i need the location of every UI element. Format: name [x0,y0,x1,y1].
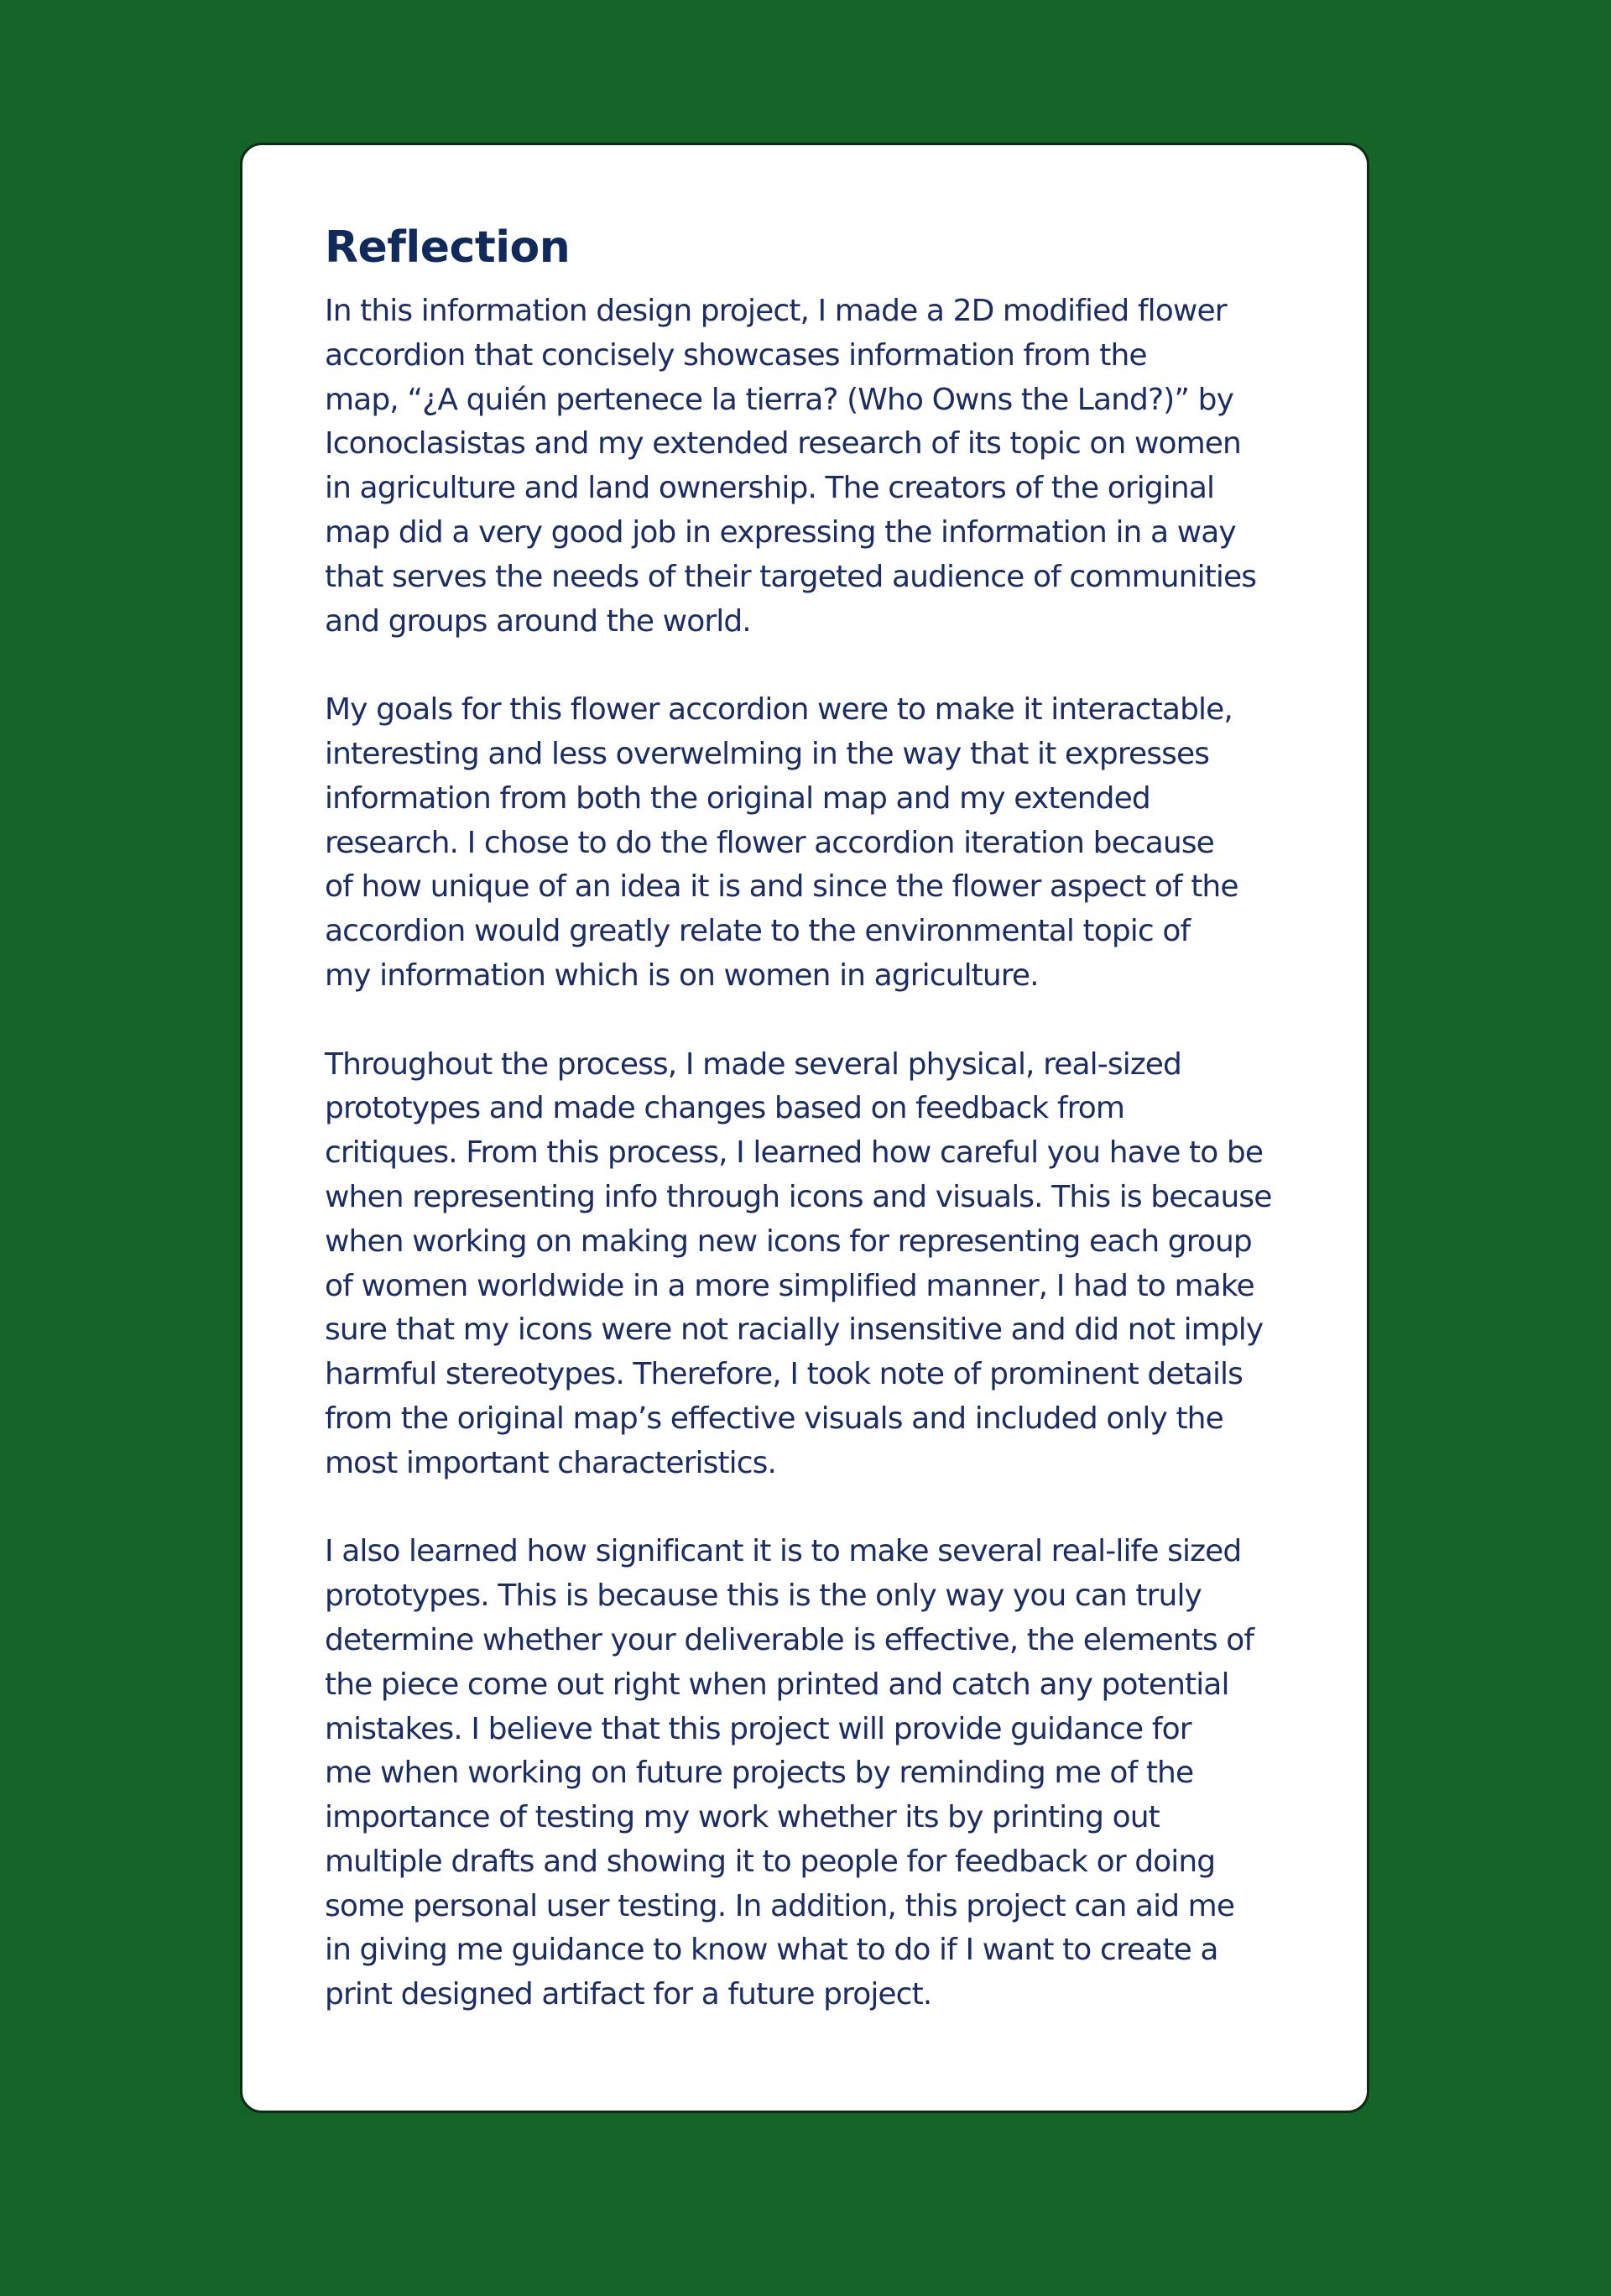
paragraph-line: accordion would greatly relate to the environmental topic of [325,914,1191,949]
reflection-content [325,217,1332,2017]
paragraph-line: in giving me guidance to know what to do if I want to create a [325,1933,1218,1968]
paragraph-line: when working on making new icons for representing each group [325,1224,1252,1259]
body-paragraph [325,290,1332,644]
paragraph-line: interesting and less overwelming in the way that it expresses [325,736,1210,771]
paragraph-line: of how unique of an idea it is and since the flower aspect of the [325,869,1238,905]
paragraph-line: me when working on future projects by reminding me of the [325,1756,1194,1791]
body-paragraph [325,1530,1332,2017]
paragraph-line: sure that my icons were not racially insensitive and did not imply [325,1312,1264,1348]
paragraph-line: that serves the needs of their targeted audience of communities [325,559,1257,594]
paragraph-line: determine whether your deliverable is effective, the elements of [325,1622,1254,1657]
reflection-card [240,143,1369,2113]
paragraph-line: from the original map’s effective visuals and included only the [325,1401,1223,1436]
paragraph-line: prototypes and made changes based on feedback from [325,1091,1125,1126]
paragraph-line: In this information design project, I made a 2D modified flower [325,294,1227,328]
paragraph-line: critiques. From this process, I learned how careful you have to be [325,1135,1264,1171]
body-paragraph [325,688,1332,999]
paragraph-line: and groups around the world. [325,603,751,639]
paragraph-line: print designed artifact for a future project. [325,1977,932,2012]
paragraph-line: harmful stereotypes. Therefore, I took note of prominent details [325,1357,1243,1392]
paragraph-line: when representing info through icons and visuals. This is because [325,1179,1272,1214]
paragraph-line: map, “¿A quién pertenece la tierra? (Who Owns the Land?)” by [325,382,1233,417]
paragraph-line: prototypes. This is because this is the only way you can truly [325,1578,1202,1614]
paragraph-line: my information which is on women in agriculture. [325,958,1039,993]
paragraph-line: multiple drafts and showing it to people for feedback or doing [325,1844,1216,1879]
paragraph-line: research. I chose to do the flower accordion iteration because [325,825,1214,860]
page-title: Reflection [325,222,571,273]
paragraph-line: I also learned how significant it is to make several real-life sized [325,1534,1242,1569]
paragraph-line: accordion that concisely showcases information from the [325,337,1147,373]
paragraph-line: the piece come out right when printed and catch any potential [325,1667,1229,1702]
paragraph-line: My goals for this flower accordion were to make it interactable, [325,692,1233,728]
paragraph-line: information from both the original map and my extended [325,780,1150,816]
paragraph-line: map did a very good job in expressing the information in a way [325,514,1236,550]
paragraph-line: mistakes. I believe that this project will provide guidance for [325,1711,1191,1746]
paragraph-line: importance of testing my work whether its by printing out [325,1800,1160,1835]
paragraph-line: in agriculture and land ownership. The creators of the original [325,471,1215,506]
paragraph-line: of women worldwide in a more simplified manner, I had to make [325,1268,1254,1303]
body-paragraph [325,1043,1332,1486]
paragraph-line: some personal user testing. In addition, this project can aid me [325,1888,1235,1923]
reflection-body [325,290,1332,2017]
paragraph-line: Throughout the process, I made several physical, real-sized [325,1046,1182,1082]
paragraph-line: Iconoclasistas and my extended research of its topic on women [325,426,1241,462]
paragraph-line: most important characteristics. [325,1445,777,1480]
